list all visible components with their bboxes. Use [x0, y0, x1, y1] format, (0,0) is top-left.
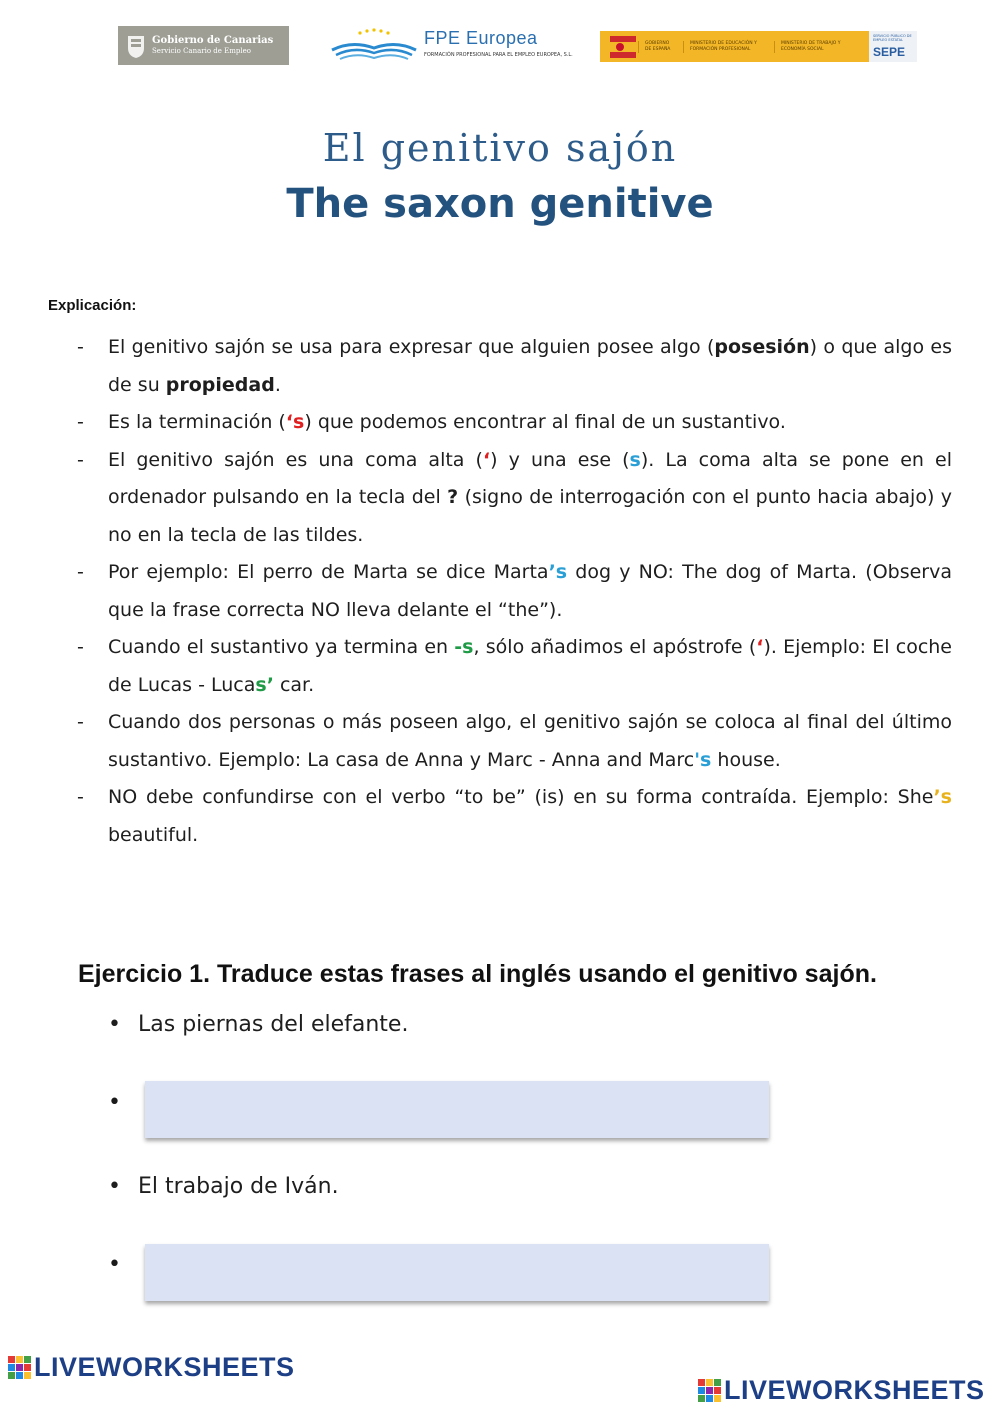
- list-item: - Cuando el sustantivo ya termina en -s, sólo añadimos el apóstrofe (‘). Ejemplo: El coche de Lucas - Lucas’ car.: [77, 636, 952, 696]
- sepe-text: SEPE: [873, 45, 906, 59]
- gov-spain-text: GOBIERNO DE ESPAÑA: [638, 41, 683, 53]
- sepe-logo: [868, 31, 917, 62]
- list-item: - Es la terminación (‘s) que podemos encontrar al final de un sustantivo.: [77, 411, 786, 433]
- explanation-list: [0, 329, 1000, 854]
- gobierno-line1: Gobierno de Canarias: [152, 34, 274, 46]
- gobierno-canarias-logo: [118, 26, 289, 65]
- fpe-europea-logo: [330, 26, 580, 66]
- title-spanish: El genitivo sajón: [322, 126, 678, 170]
- title-english: The saxon genitive: [286, 181, 714, 227]
- list-item: - NO debe confundirse con el verbo “to be” (is) en su forma contraída. Ejemplo: She’s beautiful.: [77, 786, 952, 846]
- liveworksheets-grid-icon: [8, 1356, 31, 1379]
- fpe-name: FPE Europea: [424, 28, 538, 48]
- open-book-stars-icon: [330, 28, 418, 62]
- list-item: - Por ejemplo: El perro de Marta se dice Marta’s dog y NO: The dog of Marta. (Observa que la frase correcta NO lleva delante el “the”).: [77, 561, 952, 621]
- liveworksheets-brand-left: LIVEWORKSHEETS: [34, 1352, 295, 1382]
- header-logos: [0, 26, 1000, 66]
- spain-shield-icon: [608, 34, 638, 60]
- fpe-subtitle: FORMACIÓN PROFESIONAL PARA EL EMPLEO EUROPEA, S.L.: [424, 52, 573, 58]
- liveworksheets-logo-right: [698, 1375, 985, 1406]
- gobierno-line2: Servicio Canario de Empleo: [152, 46, 251, 55]
- sepe-small-text: SERVICIO PÚBLICO DE EMPLEO ESTATAL: [873, 34, 912, 42]
- answer-bullet-2: •: [108, 1252, 121, 1277]
- liveworksheets-logo-left: [8, 1352, 295, 1383]
- answer-bullet-1: •: [108, 1090, 121, 1115]
- liveworksheets-grid-icon: [698, 1379, 721, 1402]
- exercise-item-1: • Las piernas del elefante.: [108, 1012, 409, 1037]
- liveworksheets-brand-right: LIVEWORKSHEETS: [724, 1375, 985, 1405]
- ministry-labour-text: MINISTERIO DE TRABAJO Y ECONOMÍA SOCIAL: [774, 41, 851, 53]
- list-item: - El genitivo sajón es una coma alta (‘) y una ese (s). La coma alta se pone en el ordenador pulsando en la tecla del ? (signo de interrogación con el punto hacia abajo) y no en la tecla de las tildes.: [77, 448, 952, 546]
- answer-input-2[interactable]: [145, 1244, 769, 1301]
- exercise-heading: Ejercicio 1. Traduce estas frases al inglés usando el genitivo sajón.: [78, 960, 877, 988]
- list-item: - Cuando dos personas o más poseen algo, el genitivo sajón se coloca al final del último sustantivo. Ejemplo: La casa de Anna y Marc - Anna and Marc's house.: [77, 711, 952, 771]
- explanation-label: Explicación:: [48, 297, 137, 314]
- answer-input-1[interactable]: [145, 1081, 769, 1138]
- ministry-education-text: MINISTERIO DE EDUCACIÓN Y FORMACIÓN PROFESIONAL: [683, 41, 774, 53]
- list-item: - El genitivo sajón se usa para expresar que alguien posee algo (posesión) o que algo es de su propiedad.: [77, 336, 952, 396]
- coat-of-arms-icon: [126, 33, 146, 59]
- exercise-item-2: • El trabajo de Iván.: [108, 1174, 339, 1199]
- ministerio-logo: [600, 31, 868, 62]
